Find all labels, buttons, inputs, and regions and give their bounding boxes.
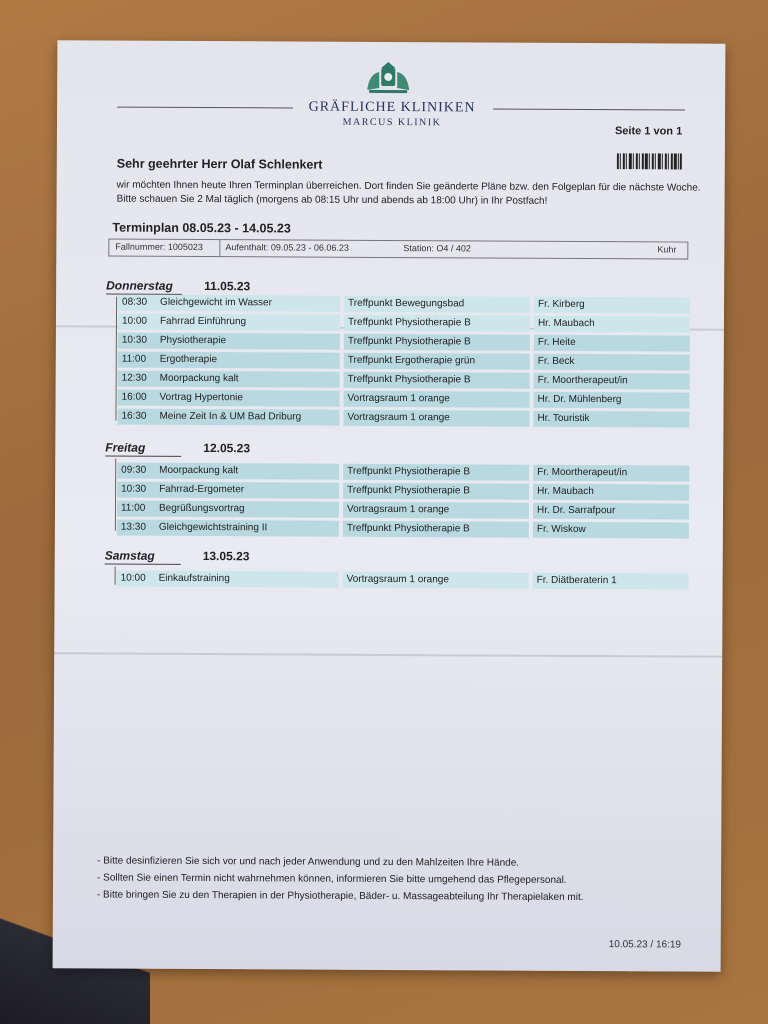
appointment-time: 11:00 [120, 502, 146, 514]
appointment-time: 16:30 [121, 410, 147, 422]
appointment-therapist: Hr. Maubach [534, 316, 690, 333]
note-item: - Sollten Sie einen Termin nicht wahrnehmen können, informieren Sie bitte umgehend das Pflegepersonal. [97, 872, 567, 886]
appointment-time: 10:00 [120, 572, 146, 584]
day-title: Samstag [104, 548, 155, 563]
day-title: Donnerstag [106, 278, 173, 293]
appointment-title: Moorpackung kalt [159, 464, 239, 477]
appointment-therapist: Fr. Kirberg [534, 297, 690, 314]
appointment-location: Vortragsraum 1 orange [343, 502, 529, 519]
note-item: - Bitte desinfizieren Sie sich vor und nach jeder Anwendung und zu den Mahlzeiten Ihre Hände. [97, 855, 520, 869]
appointment-row [118, 390, 690, 409]
appointment-time: 13:30 [120, 521, 146, 533]
day-date: 11.05.23 [204, 279, 251, 294]
appointment-location: Vortragsraum 1 orange [343, 410, 529, 427]
appointment-row [118, 314, 690, 333]
appointment-therapist: Fr. Wiskow [533, 522, 689, 539]
appointment-title: Einkaufstraining [158, 572, 230, 585]
appointment-time: 10:00 [121, 315, 148, 327]
appointment-location: Treffpunkt Physiotherapie B [344, 334, 530, 351]
appointment-location: Vortragsraum 1 orange [344, 391, 530, 408]
appointment-row [118, 352, 690, 371]
appointment-location: Vortragsraum 1 orange [343, 572, 529, 589]
appointment-therapist: Hr. Maubach [533, 484, 689, 501]
print-timestamp: 10.05.23 / 16:19 [608, 939, 682, 951]
appointment-time: 08:30 [122, 296, 148, 308]
barcode [617, 153, 683, 169]
intro-text: wir möchten Ihnen heute Ihren Terminplan überreichen. Dort finden Sie geänderte Pläne bzw. den Folgeplan für die nächste Woche. Bitte schauen Sie 2 Mal täglich (morgens ab 08:15 Uhr und abends ab 18:00 Uhr) in Ihr Postfach! [116, 179, 701, 207]
appointment-therapist: Hr. Touristik [533, 411, 689, 428]
info-separator [219, 240, 220, 256]
appointment-location: Treffpunkt Physiotherapie B [343, 521, 529, 538]
appointment-time: 16:00 [121, 391, 147, 403]
appointment-location: Treffpunkt Physiotherapie B [344, 372, 530, 389]
appointment-row [117, 409, 689, 428]
appointment-time: 09:30 [121, 464, 147, 476]
appointment-therapist: Fr. Diätberaterin 1 [533, 573, 689, 590]
patient-info-box [108, 239, 688, 260]
appointment-therapist: Hr. Dr. Mühlenberg [534, 392, 690, 409]
day-underline [105, 456, 181, 457]
appointment-therapist: Fr. Moortherapeut/in [533, 465, 689, 482]
appointment-location: Treffpunkt Ergotherapie grün [344, 353, 530, 370]
appointment-row [117, 520, 689, 539]
appointment-therapist: Hr. Dr. Sarrafpour [533, 503, 689, 520]
clinic-crest-logo [361, 60, 415, 100]
appointment-row [117, 482, 689, 501]
brand-subname: MARCUS KLINIK [342, 116, 442, 129]
appointment-row [117, 501, 689, 520]
plan-title: Terminplan 08.05.23 - 14.05.23 [112, 220, 291, 236]
appointment-title: Vortrag Hypertonie [159, 391, 243, 404]
appointment-therapist: Fr. Moortherapeut/in [534, 373, 690, 390]
appointment-row [118, 371, 690, 390]
note-item: - Bitte bringen Sie zu den Therapien in der Physiotherapie, Bäder- u. Massageabteilung Ihr Therapielaken mit. [96, 889, 584, 904]
appointment-time: 10:30 [121, 483, 147, 495]
day-date: 12.05.23 [203, 441, 251, 456]
appointment-title: Meine Zeit In & UM Bad Driburg [159, 410, 302, 423]
info-extra: Kuhr [657, 244, 677, 255]
brand-name: GRÄFLICHE KLINIKEN [308, 99, 476, 116]
appointment-location: Treffpunkt Physiotherapie B [344, 315, 530, 332]
appointment-title: Begrüßungsvortrag [158, 502, 245, 515]
appointment-title: Gleichgewichtstraining II [158, 521, 268, 534]
paper-fold [54, 652, 722, 657]
appointment-title: Fahrrad Einführung [159, 315, 247, 328]
day-underline [105, 564, 181, 565]
appointment-location: Treffpunkt Physiotherapie B [343, 483, 529, 500]
appointment-row [117, 571, 689, 590]
header-rule-right [493, 109, 685, 111]
page-indicator: Seite 1 von 1 [614, 125, 683, 138]
appointment-row [118, 295, 690, 314]
schedule-document [53, 40, 726, 971]
salutation: Sehr geehrter Herr Olaf Schlenkert [116, 156, 323, 172]
appointment-location: Treffpunkt Bewegungsbad [344, 296, 530, 313]
appointment-row [117, 463, 689, 482]
day-title: Freitag [105, 440, 146, 455]
appointment-location: Treffpunkt Physiotherapie B [343, 464, 529, 481]
appointment-row [118, 333, 690, 352]
appointment-title: Gleichgewicht im Wasser [160, 296, 272, 309]
appointment-time: 11:00 [121, 353, 147, 365]
appointment-therapist: Fr. Heite [534, 335, 690, 352]
appointment-title: Fahrrad-Ergometer [159, 483, 245, 496]
appointment-title: Ergotherapie [159, 353, 218, 366]
appointment-time: 12:30 [121, 372, 147, 384]
station: Station: O4 / 402 [403, 243, 471, 254]
appointment-time: 10:30 [121, 334, 147, 346]
appointment-therapist: Fr. Beck [534, 354, 690, 371]
notes-list [97, 852, 584, 906]
header-rule-left [117, 107, 293, 109]
appointment-title: Physiotherapie [159, 334, 227, 347]
case-number: Fallnummer: 1005023 [115, 241, 203, 253]
day-bracket [115, 567, 116, 585]
stay-period: Aufenthalt: 09.05.23 - 06.06.23 [225, 242, 349, 253]
appointment-title: Moorpackung kalt [159, 372, 239, 385]
day-date: 13.05.23 [202, 549, 250, 564]
